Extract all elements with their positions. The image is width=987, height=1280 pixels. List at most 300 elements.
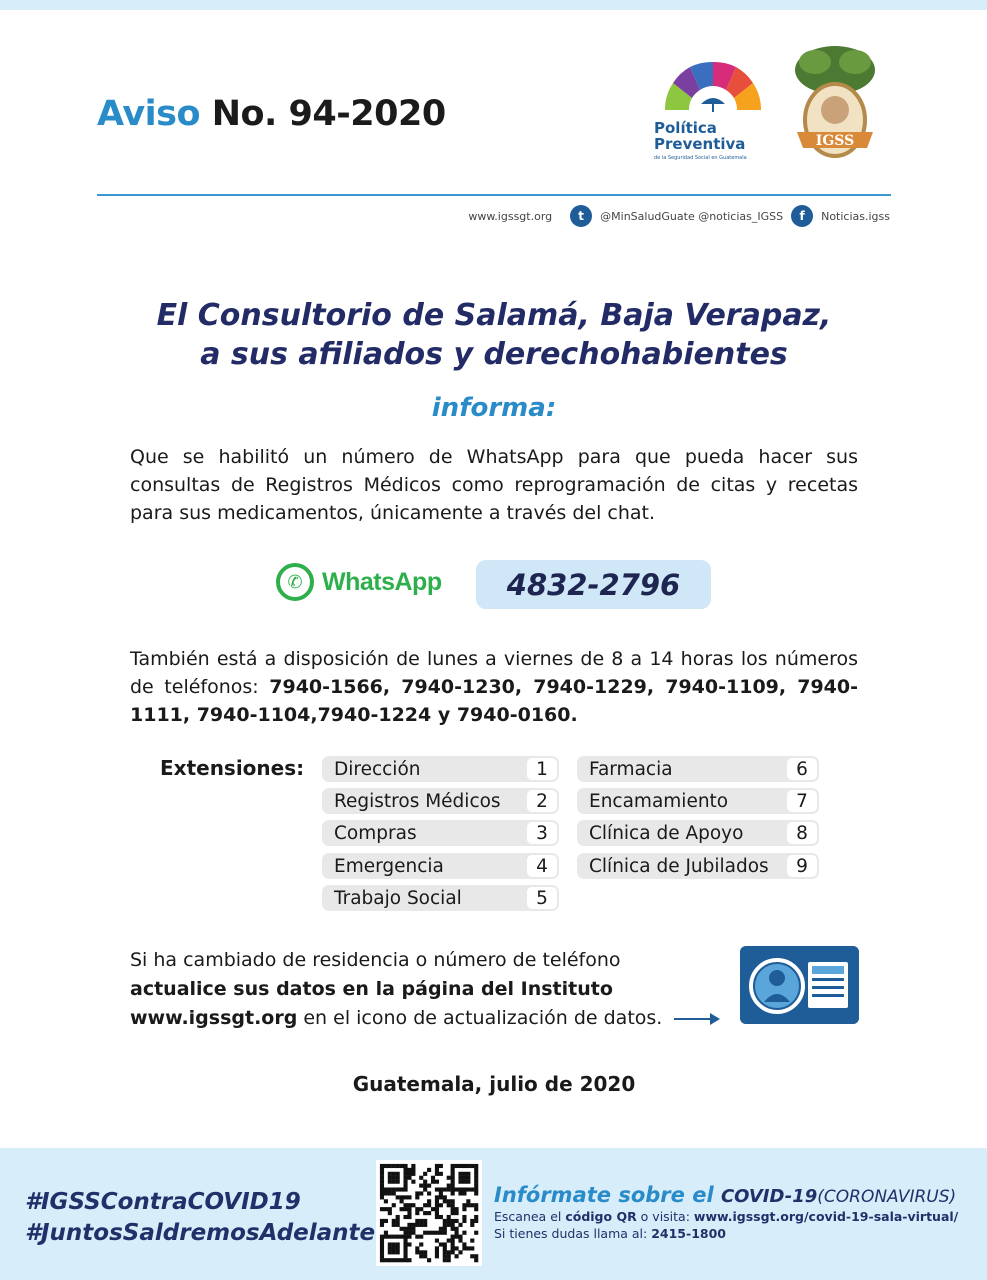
update-paragraph (130, 946, 720, 1033)
qr-module (431, 1180, 435, 1184)
qr-module (380, 1239, 384, 1243)
top-bar (0, 0, 987, 10)
qr-module (451, 1168, 455, 1172)
qr-module (400, 1164, 404, 1168)
qr-module (403, 1184, 407, 1188)
qr-module (451, 1219, 455, 1223)
qr-module (466, 1180, 470, 1184)
heading-line2: a sus afiliados y derechohabientes (200, 337, 788, 372)
qr-module (423, 1250, 427, 1254)
qr-module (470, 1239, 474, 1243)
extension-row (322, 788, 559, 814)
qr-module (455, 1246, 459, 1250)
qr-module (392, 1187, 396, 1191)
qr-module (443, 1231, 447, 1235)
qr-module (443, 1258, 447, 1262)
qr-module (396, 1195, 400, 1199)
qr-module (435, 1207, 439, 1211)
qr-module (443, 1195, 447, 1199)
qr-module (435, 1239, 439, 1243)
qr-module (455, 1231, 459, 1235)
qr-module (435, 1231, 439, 1235)
qr-module (435, 1199, 439, 1203)
covid-call-line (494, 1226, 958, 1241)
qr-module (380, 1176, 384, 1180)
qr-module (380, 1195, 384, 1199)
qr-module (439, 1172, 443, 1176)
covid-prefix: Infórmate sobre el (494, 1183, 721, 1207)
qr-module (427, 1199, 431, 1203)
qr-module (392, 1246, 396, 1250)
extension-name: Dirección (334, 758, 421, 780)
qr-module (439, 1215, 443, 1219)
qr-module (435, 1246, 439, 1250)
qr-module (470, 1164, 474, 1168)
qr-module (403, 1246, 407, 1250)
qr-module (455, 1254, 459, 1258)
qr-module (384, 1191, 388, 1195)
qr-module (396, 1176, 400, 1180)
politica-preventiva-logo (640, 48, 770, 166)
qr-module (400, 1199, 404, 1203)
qr-module (458, 1172, 462, 1176)
qr-module (411, 1223, 415, 1227)
extension-name: Emergencia (334, 855, 444, 877)
qr-module (403, 1227, 407, 1231)
whatsapp-paragraph: Que se habilitó un número de WhatsApp para que pueda hacer sus consultas de Registros Médicos como reprogramación de citas y recetas para sus medicamentos, únicamente a través del chat. (130, 446, 858, 524)
qr-module (462, 1246, 466, 1250)
qr-module (423, 1203, 427, 1207)
qr-module (474, 1184, 478, 1188)
qr-module (419, 1184, 423, 1188)
update-text1: Si ha cambiado de residencia o número de teléfono (130, 949, 621, 971)
header-divider (97, 194, 891, 196)
informa-label: informa: (431, 393, 557, 423)
qr-module (451, 1242, 455, 1246)
qr-module (388, 1176, 392, 1180)
qr-module (470, 1246, 474, 1250)
qr-module (415, 1195, 419, 1199)
qr-module (411, 1172, 415, 1176)
qr-module (407, 1211, 411, 1215)
qr-module (431, 1207, 435, 1211)
qr-module (388, 1258, 392, 1262)
qr-module (380, 1168, 384, 1172)
qr-module (411, 1168, 415, 1172)
qr-module (439, 1195, 443, 1199)
qr-module (384, 1219, 388, 1223)
qr-module (423, 1254, 427, 1258)
qr-module (396, 1258, 400, 1262)
qr-module (451, 1164, 455, 1168)
qr-module (380, 1242, 384, 1246)
extension-row (322, 885, 559, 911)
qr-module (396, 1187, 400, 1191)
qr-module (403, 1239, 407, 1243)
qr-module (435, 1254, 439, 1258)
qr-module (458, 1239, 462, 1243)
qr-module (443, 1227, 447, 1231)
qr-module (447, 1250, 451, 1254)
extension-number: 8 (787, 822, 817, 844)
qr-module (396, 1235, 400, 1239)
qr-module (411, 1164, 415, 1168)
qr-module (411, 1180, 415, 1184)
qr-module (431, 1231, 435, 1235)
qr-module (451, 1207, 455, 1211)
facebook-handle[interactable]: Noticias.igss (821, 209, 890, 223)
qr-module (447, 1258, 451, 1262)
qr-module (435, 1187, 439, 1191)
qr-module (462, 1242, 466, 1246)
qr-module (439, 1203, 443, 1207)
arrow-right-icon (674, 1018, 718, 1020)
extension-name: Clínica de Apoyo (589, 822, 744, 844)
qr-module (419, 1219, 423, 1223)
qr-module (474, 1203, 478, 1207)
qr-module (443, 1223, 447, 1227)
qr-module (462, 1215, 466, 1219)
qr-module (396, 1242, 400, 1246)
pp-line2: Preventiva (654, 135, 746, 153)
qr-module (392, 1191, 396, 1195)
extension-name: Clínica de Jubilados (589, 855, 769, 877)
qr-module (388, 1242, 392, 1246)
qr-module (451, 1211, 455, 1215)
qr-module (407, 1223, 411, 1227)
hashtag-2: #JuntosSaldremosAdelante (25, 1220, 376, 1246)
covid-url-link[interactable]: www.igssgt.org/covid-19-sala-virtual/ (693, 1209, 959, 1224)
qr-module (380, 1246, 384, 1250)
covid-scan-line (494, 1209, 958, 1224)
call-number[interactable]: 2415-1800 (651, 1226, 726, 1241)
extension-number: 2 (527, 790, 557, 812)
qr-module (447, 1219, 451, 1223)
extension-row (577, 788, 819, 814)
main-heading (97, 296, 891, 374)
qr-module (435, 1180, 439, 1184)
qr-module (388, 1246, 392, 1250)
qr-module (419, 1176, 423, 1180)
qr-module (451, 1172, 455, 1176)
igss-logo (785, 40, 885, 165)
whatsapp-brand (276, 563, 442, 601)
qr-module (451, 1203, 455, 1207)
aviso-word: Aviso (97, 94, 201, 134)
qr-module (380, 1258, 384, 1262)
qr-module (435, 1172, 439, 1176)
qr-module (415, 1235, 419, 1239)
qr-module (462, 1176, 466, 1180)
pp-line3: de la Seguridad Social en Guatemala (654, 155, 747, 161)
qr-module (411, 1203, 415, 1207)
hashtags (25, 1187, 375, 1249)
qr-module (396, 1223, 400, 1227)
qr-module (396, 1219, 400, 1223)
qr-module (458, 1223, 462, 1227)
qr-module (462, 1231, 466, 1235)
qr-module (474, 1176, 478, 1180)
qr-module (392, 1258, 396, 1262)
social-bar (468, 204, 890, 228)
qr-module (474, 1191, 478, 1195)
qr-module (458, 1250, 462, 1254)
extension-number: 6 (787, 758, 817, 780)
qr-module (380, 1191, 384, 1195)
qr-module (419, 1223, 423, 1227)
website-link[interactable]: www.igssgt.org (468, 209, 553, 223)
extension-name: Encamamiento (589, 790, 729, 812)
qr-module (388, 1250, 392, 1254)
pp-line1: Política (654, 119, 717, 137)
whatsapp-icon: ✆ (276, 563, 314, 601)
qr-module (419, 1191, 423, 1195)
qr-module (455, 1211, 459, 1215)
qr-module (423, 1184, 427, 1188)
qr-code[interactable] (376, 1160, 482, 1266)
qr-module (407, 1168, 411, 1172)
qr-module (447, 1239, 451, 1243)
qr-module (470, 1219, 474, 1223)
qr-module (380, 1180, 384, 1184)
qr-module (384, 1164, 388, 1168)
qr-module (407, 1235, 411, 1239)
qr-module (403, 1254, 407, 1258)
call-text: Si tienes dudas llama al: (494, 1226, 652, 1241)
data-update-icon[interactable] (740, 946, 859, 1024)
qr-module (407, 1227, 411, 1231)
qr-module (384, 1235, 388, 1239)
qr-module (435, 1215, 439, 1219)
qr-module (443, 1250, 447, 1254)
qr-module (396, 1215, 400, 1219)
qr-module (427, 1184, 431, 1188)
qr-module (474, 1207, 478, 1211)
qr-module (451, 1184, 455, 1188)
qr-module (415, 1246, 419, 1250)
qr-module (451, 1250, 455, 1254)
qr-module (411, 1227, 415, 1231)
qr-module (474, 1164, 478, 1168)
qr-module (439, 1231, 443, 1235)
qr-module (384, 1231, 388, 1235)
qr-module (400, 1207, 404, 1211)
qr-module (427, 1258, 431, 1262)
qr-module (400, 1235, 404, 1239)
qr-module (443, 1254, 447, 1258)
qr-module (466, 1199, 470, 1203)
qr-module (470, 1187, 474, 1191)
qr-module (443, 1187, 447, 1191)
qr-module (423, 1231, 427, 1235)
qr-module (423, 1172, 427, 1176)
qr-module (447, 1176, 451, 1180)
qr-module (427, 1203, 431, 1207)
qr-module (423, 1211, 427, 1215)
qr-module (403, 1168, 407, 1172)
qr-module (403, 1180, 407, 1184)
extension-number: 9 (787, 855, 817, 877)
qr-module (403, 1231, 407, 1235)
qr-module (455, 1207, 459, 1211)
qr-module (380, 1235, 384, 1239)
qr-module (415, 1250, 419, 1254)
qr-module (439, 1187, 443, 1191)
qr-module (447, 1215, 451, 1219)
whatsapp-number[interactable]: 4832-2796 (476, 560, 711, 609)
qr-module (400, 1187, 404, 1191)
extension-row (577, 756, 819, 782)
qr-module (396, 1172, 400, 1176)
aviso-number: No. 94-2020 (211, 94, 446, 134)
qr-module (458, 1235, 462, 1239)
qr-module (466, 1164, 470, 1168)
qr-module (466, 1172, 470, 1176)
update-text2: en el icono de actualización de datos. (297, 1007, 663, 1029)
qr-module (474, 1254, 478, 1258)
qr-module (443, 1219, 447, 1223)
qr-module (435, 1168, 439, 1172)
qr-module (392, 1203, 396, 1207)
qr-module (392, 1250, 396, 1254)
extension-row (322, 853, 559, 879)
qr-module (455, 1164, 459, 1168)
extension-row (577, 820, 819, 846)
qr-module (380, 1250, 384, 1254)
qr-module (415, 1207, 419, 1211)
qr-module (435, 1211, 439, 1215)
qr-module (462, 1164, 466, 1168)
qr-module (423, 1219, 427, 1223)
qr-module (403, 1187, 407, 1191)
qr-module (403, 1258, 407, 1262)
qr-module (435, 1250, 439, 1254)
phones-numbers: 7940-1566, 7940-1230, 7940-1229, 7940-1109, 7940-1111, 7940-1104,7940-1224 y 7940-0160. (130, 676, 858, 726)
qr-module (474, 1219, 478, 1223)
qr-module (451, 1199, 455, 1203)
qr-module (427, 1231, 431, 1235)
qr-module (427, 1168, 431, 1172)
qr-module (443, 1242, 447, 1246)
qr-module (388, 1187, 392, 1191)
qr-module (455, 1227, 459, 1231)
qr-module (451, 1235, 455, 1239)
qr-module (403, 1250, 407, 1254)
qr-module (458, 1191, 462, 1195)
qr-module (423, 1223, 427, 1227)
qr-module (462, 1191, 466, 1195)
covid-title (494, 1183, 958, 1207)
qr-module (427, 1211, 431, 1215)
qr-module (451, 1191, 455, 1195)
covid-bold: COVID-19 (720, 1186, 818, 1207)
qr-module (462, 1180, 466, 1184)
qr-module (403, 1176, 407, 1180)
qr-module (396, 1164, 400, 1168)
qr-module (431, 1176, 435, 1180)
qr-module (380, 1207, 384, 1211)
twitter-handles[interactable]: @MinSaludGuate @noticias_IGSS (600, 209, 784, 223)
qr-module (447, 1203, 451, 1207)
heading-line1: El Consultorio de Salamá, Baja Verapaz, (156, 298, 832, 333)
qr-module (396, 1250, 400, 1254)
qr-module (435, 1203, 439, 1207)
qr-module (447, 1199, 451, 1203)
qr-module (407, 1207, 411, 1211)
qr-module (462, 1203, 466, 1207)
qr-module (451, 1223, 455, 1227)
qr-module (388, 1211, 392, 1215)
qr-module (392, 1176, 396, 1180)
qr-module (407, 1258, 411, 1262)
facebook-icon: f (791, 205, 813, 227)
qr-module (380, 1184, 384, 1188)
qr-module (451, 1176, 455, 1180)
qr-module (388, 1207, 392, 1211)
phones-paragraph (130, 645, 858, 729)
qr-module (380, 1187, 384, 1191)
qr-module (419, 1242, 423, 1246)
qr-module (415, 1219, 419, 1223)
extension-number: 5 (527, 887, 557, 909)
covid-info (494, 1183, 958, 1241)
qr-module (415, 1191, 419, 1195)
qr-module (462, 1219, 466, 1223)
qr-module (419, 1250, 423, 1254)
qr-module (403, 1172, 407, 1176)
whatsapp-label: WhatsApp (322, 567, 442, 596)
extension-name: Compras (334, 822, 417, 844)
qr-module (388, 1164, 392, 1168)
date-line: Guatemala, julio de 2020 (352, 1072, 636, 1096)
qr-module (392, 1180, 396, 1184)
qr-module (415, 1223, 419, 1227)
qr-module (380, 1219, 384, 1223)
page-title (97, 94, 446, 134)
qr-module (474, 1187, 478, 1191)
qr-module (443, 1246, 447, 1250)
qr-module (407, 1242, 411, 1246)
qr-module (466, 1203, 470, 1207)
qr-module (415, 1211, 419, 1215)
qr-module (403, 1195, 407, 1199)
qr-module (474, 1168, 478, 1172)
qr-module (458, 1176, 462, 1180)
qr-module (407, 1172, 411, 1176)
qr-module (400, 1258, 404, 1262)
covid-paren: (CORONAVIRUS) (817, 1187, 957, 1207)
qr-module (447, 1223, 451, 1227)
qr-module (380, 1164, 384, 1168)
qr-module (470, 1203, 474, 1207)
twitter-icon: t (570, 205, 592, 227)
qr-module (474, 1180, 478, 1184)
extension-row (322, 756, 559, 782)
qr-module (474, 1172, 478, 1176)
qr-module (403, 1235, 407, 1239)
qr-module (466, 1176, 470, 1180)
scan-text2: o visita: (636, 1209, 694, 1224)
qr-module (466, 1246, 470, 1250)
qr-module (458, 1164, 462, 1168)
extension-number: 7 (787, 790, 817, 812)
qr-module (392, 1219, 396, 1223)
qr-module (458, 1180, 462, 1184)
qr-module (455, 1235, 459, 1239)
extensions-label: Extensiones: (160, 756, 305, 780)
qr-module (403, 1242, 407, 1246)
qr-module (380, 1172, 384, 1176)
